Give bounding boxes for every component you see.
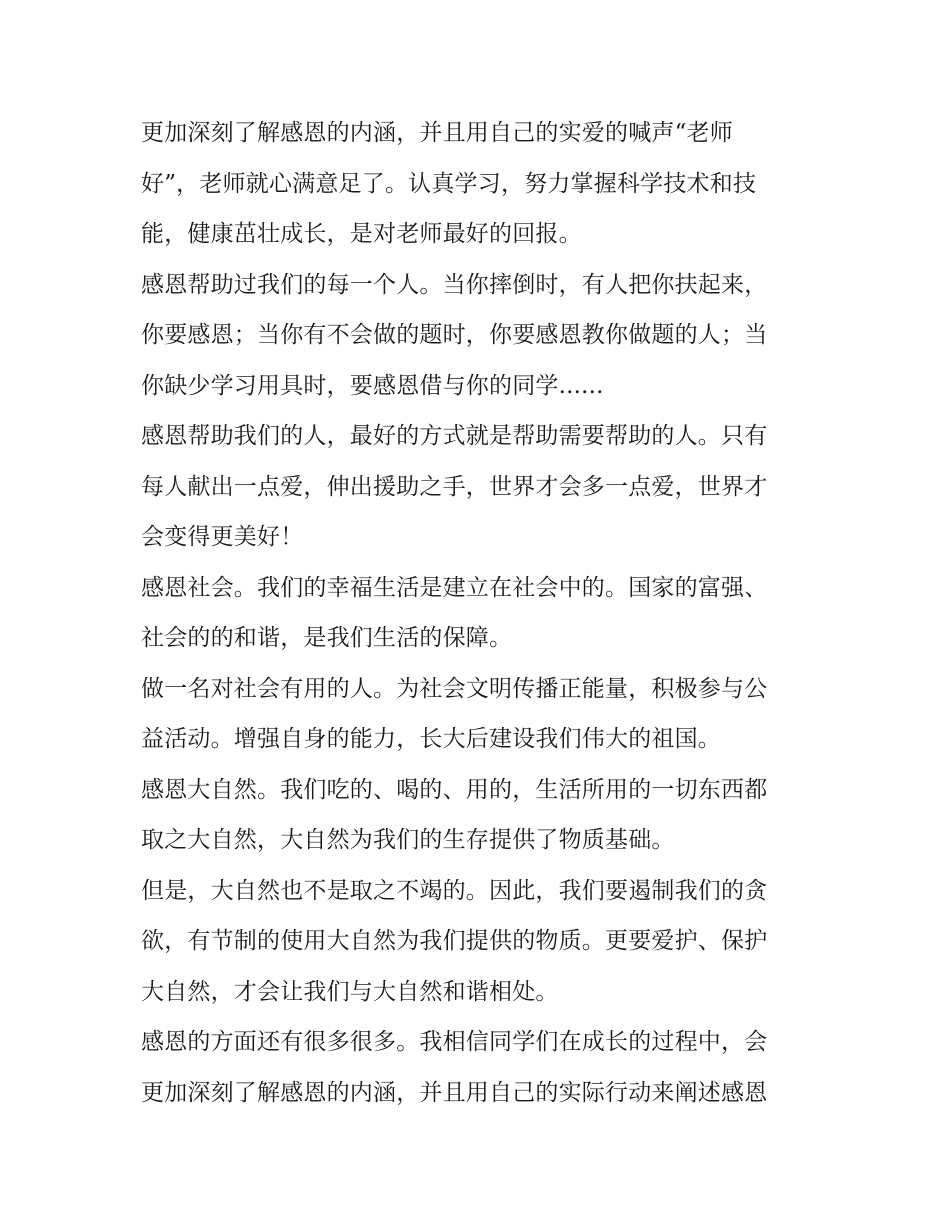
text-line: 大自然，才会让我们与大自然和谐相处。	[141, 978, 559, 1005]
text-line: 感恩大自然。我们吃的、喝的、用的，生活所用的一切东西都	[141, 776, 768, 803]
text-line: 欲，有节制的使用大自然为我们提供的物质。更要爱护、保护	[141, 928, 768, 954]
text-line: 更加深刻了解感恩的内涵，并且用自己的实际行动来阐述感恩	[141, 1079, 768, 1106]
document-body	[141, 108, 813, 1118]
text-line: 感恩的方面还有很多很多。我相信同学们在成长的过程中，会	[141, 1029, 768, 1055]
text-line: 更加深刻了解感恩的内涵，并且用自己的实爱的喊声“老师	[141, 120, 733, 146]
text-line: 益活动。增强自身的能力，长大后建设我们伟大的祖国。	[141, 726, 721, 752]
text-line: 但是，大自然也不是取之不竭的。因此，我们要遏制我们的贪	[141, 877, 768, 904]
text-line: 会变得更美好！	[141, 524, 304, 550]
text-line: 做一名对社会有用的人。为社会文明传播正能量，积极参与公	[141, 675, 768, 702]
text-line: 每人献出一点爱，伸出援助之手，世界才会多一点爱，世界才	[141, 473, 768, 500]
text-line: 能，健康茁壮成长，是对老师最好的回报。	[141, 221, 582, 247]
text-line: 好”，老师就心满意足了。认真学习，努力掌握科学技术和技	[141, 170, 757, 197]
text-line: 你缺少学习用具时，要感恩借与你的同学......	[141, 372, 604, 399]
text-line: 感恩社会。我们的幸福生活是建立在社会中的。国家的富强、	[141, 574, 768, 601]
text-line: 社会的的和谐，是我们生活的保障。	[141, 625, 513, 651]
text-line: 感恩帮助我们的人，最好的方式就是帮助需要帮助的人。只有	[141, 423, 768, 449]
text-line: 你要感恩；当你有不会做的题时，你要感恩教你做题的人；当	[141, 322, 768, 348]
text-line: 取之大自然，大自然为我们的生存提供了物质基础。	[141, 827, 675, 853]
text-line: 感恩帮助过我们的每一个人。当你摔倒时，有人把你扶起来，	[141, 271, 768, 298]
